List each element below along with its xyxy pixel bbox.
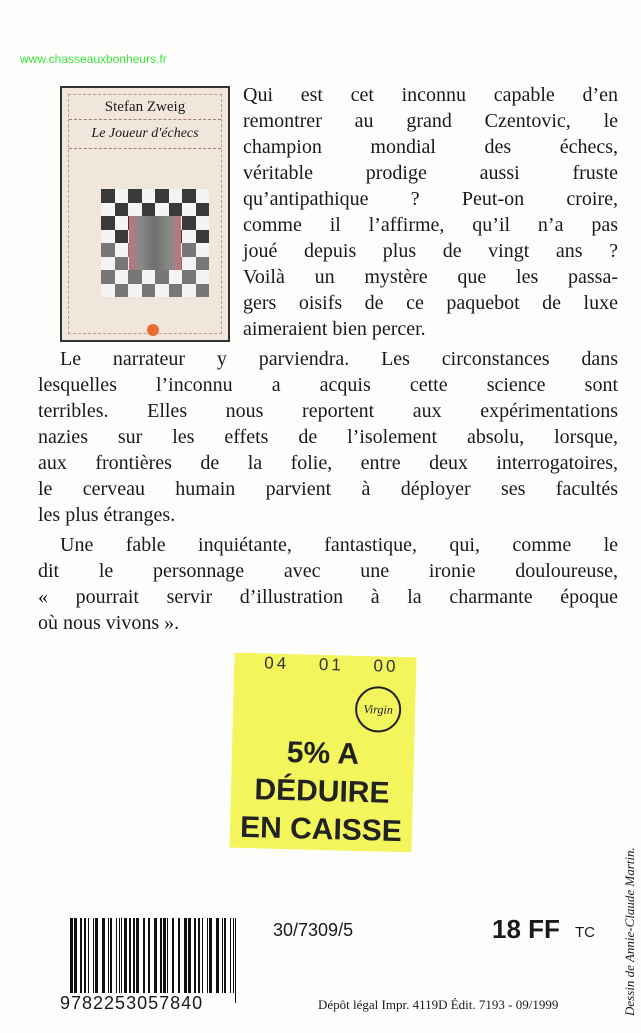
text-line: les plus étranges. bbox=[38, 504, 176, 526]
barcode-bar bbox=[93, 918, 94, 993]
barcode-bar bbox=[121, 918, 122, 993]
barcode-bar bbox=[116, 918, 117, 993]
chess-square bbox=[155, 203, 169, 217]
barcode-bar bbox=[216, 918, 219, 993]
text-line: qu’antipathique ? Peut-on croire, bbox=[243, 188, 618, 210]
chess-square bbox=[101, 230, 115, 244]
barcode-bar bbox=[178, 918, 180, 993]
chess-square bbox=[128, 189, 142, 203]
chess-square bbox=[115, 189, 129, 203]
chess-square bbox=[182, 257, 196, 271]
illustration-credit: Dessin de Annie-Claude Martin. bbox=[622, 847, 637, 1016]
chess-square bbox=[115, 203, 129, 217]
chess-square bbox=[101, 284, 115, 298]
text-line: Une fable inquiétante, fantastique, qui, comme le bbox=[60, 534, 618, 556]
chess-square bbox=[115, 270, 129, 284]
barcode-bar bbox=[222, 918, 223, 993]
barcode-bar bbox=[198, 918, 200, 993]
legal-deposit: Dépôt légal Impr. 4119D Édit. 7193 - 09/1999 bbox=[318, 997, 559, 1012]
chess-square bbox=[182, 243, 196, 257]
barcode-bar bbox=[209, 918, 212, 993]
promo-line: EN CAISSE bbox=[239, 810, 403, 849]
barcode-bar bbox=[102, 918, 105, 993]
barcode-bar bbox=[143, 918, 145, 993]
chess-square bbox=[101, 257, 115, 271]
chess-square bbox=[196, 270, 210, 284]
barcode-bar bbox=[194, 918, 196, 993]
watermark-url: www.chasseauxbonheurs.fr bbox=[20, 52, 167, 66]
text-line: Qui est cet inconnu capable d’en bbox=[243, 84, 618, 106]
chess-square bbox=[196, 189, 210, 203]
chess-square bbox=[182, 230, 196, 244]
chess-square bbox=[142, 270, 156, 284]
chess-square bbox=[128, 284, 142, 298]
barcode-bar bbox=[167, 918, 168, 993]
text-line: remontrer au grand Czentovic, le bbox=[243, 110, 618, 132]
text-line: Voilà un mystère que les passa- bbox=[243, 266, 618, 288]
text-line: joué depuis plus de vingt ans ? bbox=[243, 240, 618, 262]
chess-square bbox=[182, 216, 196, 230]
chess-square bbox=[142, 203, 156, 217]
text-line: dit le personnage avec une ironie douloureuse, bbox=[38, 560, 618, 582]
chess-square bbox=[142, 284, 156, 298]
text-line: lesquelles l’inconnu a acquis cette science sont bbox=[38, 374, 618, 396]
text-line: Le narrateur y parviendra. Les circonstances dans bbox=[60, 348, 618, 370]
chess-square bbox=[128, 270, 142, 284]
barcode-bar bbox=[108, 918, 109, 993]
barcode-bar bbox=[224, 918, 226, 993]
barcode-bar bbox=[235, 918, 236, 1003]
barcode-bar bbox=[160, 918, 162, 993]
chess-square bbox=[196, 243, 210, 257]
chess-square bbox=[115, 257, 129, 271]
cover-title: Le Joueur d'échecs bbox=[91, 126, 199, 141]
barcode-bar bbox=[188, 918, 191, 993]
publisher-logo-icon bbox=[147, 324, 159, 336]
chess-square bbox=[169, 284, 183, 298]
virgin-logo-icon: Virgin bbox=[355, 686, 402, 733]
text-line: gers oisifs de ce paquebot de luxe bbox=[243, 292, 618, 314]
barcode-bar bbox=[124, 918, 127, 993]
text-line: nazies sur les effets de l’isolement absolu, lorsque, bbox=[38, 426, 618, 448]
sticker-promo bbox=[230, 733, 415, 852]
text-line: terribles. Elles nous reportent aux expérimentations bbox=[38, 400, 618, 422]
text-line: comme il l’affirme, qu’il n’a pas bbox=[243, 214, 618, 236]
barcode-bar bbox=[154, 918, 157, 1003]
cover-frame bbox=[68, 94, 222, 334]
chess-square bbox=[169, 189, 183, 203]
text-line: aimeraient bien percer. bbox=[243, 318, 426, 340]
chess-square bbox=[196, 230, 210, 244]
chess-square bbox=[182, 203, 196, 217]
blurb-paragraph-1 bbox=[243, 82, 618, 342]
discount-sticker bbox=[229, 653, 416, 853]
promo-line: 5% A bbox=[286, 736, 360, 771]
chess-square bbox=[155, 270, 169, 284]
barcode-bar bbox=[133, 918, 135, 993]
sticker-date: 04 01 00 bbox=[264, 653, 399, 676]
isbn-number: 9782253057840 bbox=[60, 993, 204, 1013]
chess-square bbox=[101, 270, 115, 284]
blurb-paragraph-3 bbox=[38, 532, 618, 636]
chess-square bbox=[182, 284, 196, 298]
barcode-bar bbox=[70, 918, 73, 1003]
text-line: véritable prodige aussi fruste bbox=[243, 162, 618, 184]
chess-square bbox=[182, 189, 196, 203]
divider bbox=[69, 148, 221, 149]
barcode-bar bbox=[233, 918, 234, 993]
chess-square bbox=[169, 270, 183, 284]
chess-square bbox=[196, 203, 210, 217]
chess-square bbox=[115, 216, 129, 230]
text-line: où nous vivons ». bbox=[38, 612, 180, 634]
chess-square bbox=[155, 284, 169, 298]
cover-author: Stefan Zweig bbox=[104, 99, 186, 115]
chess-square bbox=[115, 230, 129, 244]
chess-square bbox=[128, 203, 142, 217]
barcode-bar bbox=[184, 918, 187, 993]
chess-square bbox=[155, 189, 169, 203]
barcode-bar bbox=[172, 918, 174, 993]
barcode-bar bbox=[202, 918, 203, 993]
barcode-bar bbox=[74, 918, 77, 993]
price: 18 FF bbox=[492, 914, 560, 944]
text-line: champion mondial des échecs, bbox=[243, 136, 618, 158]
chess-square bbox=[115, 243, 129, 257]
chess-square bbox=[196, 284, 210, 298]
chess-square bbox=[169, 203, 183, 217]
chess-square bbox=[196, 216, 210, 230]
barcode-bar bbox=[95, 918, 98, 993]
chess-square bbox=[101, 189, 115, 203]
chess-square bbox=[196, 257, 210, 271]
chess-square bbox=[101, 243, 115, 257]
prisoner-face-illustration bbox=[129, 216, 181, 270]
text-line: le cerveau humain parvient à déployer ses facultés bbox=[38, 478, 618, 500]
barcode-bar bbox=[119, 918, 120, 993]
chess-square bbox=[182, 270, 196, 284]
barcode-bar bbox=[88, 918, 89, 993]
barcode-bar bbox=[84, 918, 86, 993]
chess-square bbox=[101, 203, 115, 217]
promo-line: DÉDUIRE bbox=[254, 773, 390, 810]
chess-square bbox=[142, 189, 156, 203]
text-line: aux frontières de la folie, entre deux interrogatoires, bbox=[38, 452, 618, 474]
chess-square bbox=[101, 216, 115, 230]
barcode-bar bbox=[129, 918, 131, 993]
barcode-bar bbox=[148, 918, 150, 993]
chess-square bbox=[115, 284, 129, 298]
divider bbox=[69, 119, 221, 120]
barcode-bar bbox=[80, 918, 82, 993]
price-suffix: TC bbox=[575, 924, 595, 941]
text-line: « pourrait servir d’illustration à la charmante époque bbox=[38, 586, 618, 608]
reference-code: 30/7309/5 bbox=[273, 920, 354, 940]
barcode-bar bbox=[136, 918, 139, 993]
barcode-bar bbox=[163, 918, 166, 993]
barcode-bar bbox=[110, 918, 112, 993]
barcode-bar bbox=[230, 918, 231, 993]
cover-thumbnail bbox=[60, 86, 230, 342]
blurb-paragraph-2 bbox=[38, 346, 618, 528]
barcode-bar bbox=[207, 918, 208, 993]
